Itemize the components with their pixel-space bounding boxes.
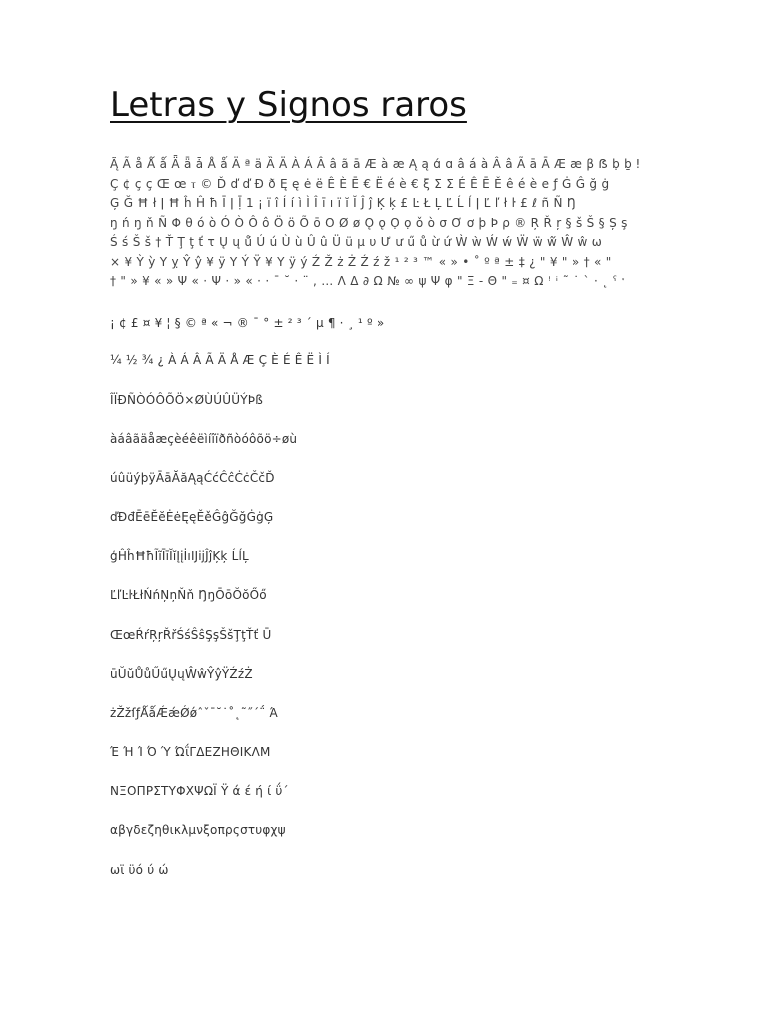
- document-title: Letras y Signos raros: [110, 85, 467, 125]
- character-row-14: αβγδεζηθικλμνξοπρςστυφχψ: [110, 823, 286, 837]
- character-row-15: ωϊ ϋό ύ ώ: [110, 863, 169, 877]
- characters-line-4: ŋ ń ŋ ň Ñ Φ θ ó ò Ó Ò Ô ô Ö ö Õ ō O Ø ø Ǫ ǫ Ọ ọ ǒ ò σ Ơ ơ þ Þ ρ ® Ŗ Ř ŗ § š Š § Ș ş: [110, 215, 628, 230]
- character-row-13: ΝΞΟΠΡΣΤΥΦΧΨΩΪ Ϋ ά έ ή ί ΰ´: [110, 784, 289, 798]
- character-row-5: úûüýþÿĀāĂăĄąĆćĈĉĊċČčĎ: [110, 471, 275, 485]
- character-row-6: ďĐđĒēĔĕĖėĘęĚěĜĝĞğĠġĢ: [110, 510, 274, 524]
- characters-line-2: Ç ¢ ç ç Œ œ ⲧ © Ď ď ď Đ ð Ę ę ė ë Ê È Ē € Ë é è € ξ Σ Σ É Ê Ē Ě ê é è e ƒ Ġ Ĝ ğ ġ: [110, 176, 610, 191]
- character-row-7: ģĤĥĦħĨĩĪīĬĭĮįİıĲĳĴĵĶķ ĹĺĻ: [110, 549, 249, 563]
- character-row-12: Έ Ή Ί Ό Ύ ΏΐΓΔΕΖΗΘΙΚΛΜ: [110, 745, 271, 759]
- character-row-11: żŽžſƒǺǻǼǽǾǿˆˇˉ˘˙˚˛˜˝΄΅ Ά: [110, 706, 279, 720]
- character-row-10: ūŬŭŮůŰűŲųŴŵŶŷŸŹźŻ: [110, 667, 253, 681]
- character-row-9: ŒœŔŕŖŗŘřŚśŜŝŞşŠšŢţŤť Ū: [110, 628, 272, 642]
- character-row-8: ĽľĿŀŁłŃńŅņŇň ŊŋŌōŎŏŐő: [110, 588, 267, 602]
- character-row-3: ÎÏÐÑÒÓÔÕÖ×ØÙÚÛÜÝÞß: [110, 393, 263, 407]
- characters-line-5: Ś ś Š š † Ť Ţ ţ ť τ Ų ų ů́ Ú ú Ù ù Û û Ü ü μ υ Ư ư ű ů ừ ứ Ẁ ẁ Ẃ ẃ Ẅ ẅ ŵ́ Ŵ ŵ ω: [110, 235, 603, 249]
- characters-line-3: Ģ Ğ Ħ ł ǀ Ħ ĥ Ĥ ħ Ī ǀ ḹ 1 ¡ ï î Í í ì Ì Î ī ı ï ĭ Ĭ Ĵ ĵ Ķ ķ £ Ŀ Ł Ļ Ľ Ĺ ĺ ǀ Ľ ľ ł ŀ £ ℓ ñ Ñ Ŋ: [110, 196, 577, 210]
- character-row-1: ¡ ¢ £ ¤ ¥ ¦ § © ª « ¬ ® ¯ ° ± ² ³ ´ µ ¶ · ¸ ¹ º »: [110, 316, 385, 330]
- character-row-2: ¼ ½ ¾ ¿ À Á Â Ã Ä Å Æ Ç È É Ê Ë Ì Í: [110, 353, 330, 367]
- special-characters-block: [110, 155, 666, 292]
- character-row-4: àáâãäåæçèéêëìíîïðñòóôõö÷øù: [110, 432, 298, 446]
- characters-line-7: † " » ¥ « » Ψ « · Ψ · » « · · ˉ ˘ · ¨ , … Λ Δ ∂ Ω № ∞ ψ Ψ φ " Ξ - Θ " ₌ ¤ Ω ꜝ ꜞ ˜ ˙ ˋ · ˛ ˁ ˑ: [110, 274, 626, 288]
- characters-line-6: × ¥ Ỳ ỳ Y ỵ Ŷ ŷ ¥ ÿ Y Ý Ÿ ¥ Y ÿ ý Ź Ž ż Ż Ź ź ž ¹ ² ³ ™ « » • ˚ º ª ± ‡ ¿ " ¥ " » † « ": [110, 254, 612, 269]
- characters-line-1: Ą̃ Ã å Ǻ ǻ Ǟ ǟ ǡ Å ǻ Ä ª ä Ȁ Ä À Á Â â ã ā Æ à æ Ą ą ɑ́ ɑ â á à Â â Ã ā Ā Æ æ β ẞ ḅ ḇ ǃ: [110, 157, 640, 171]
